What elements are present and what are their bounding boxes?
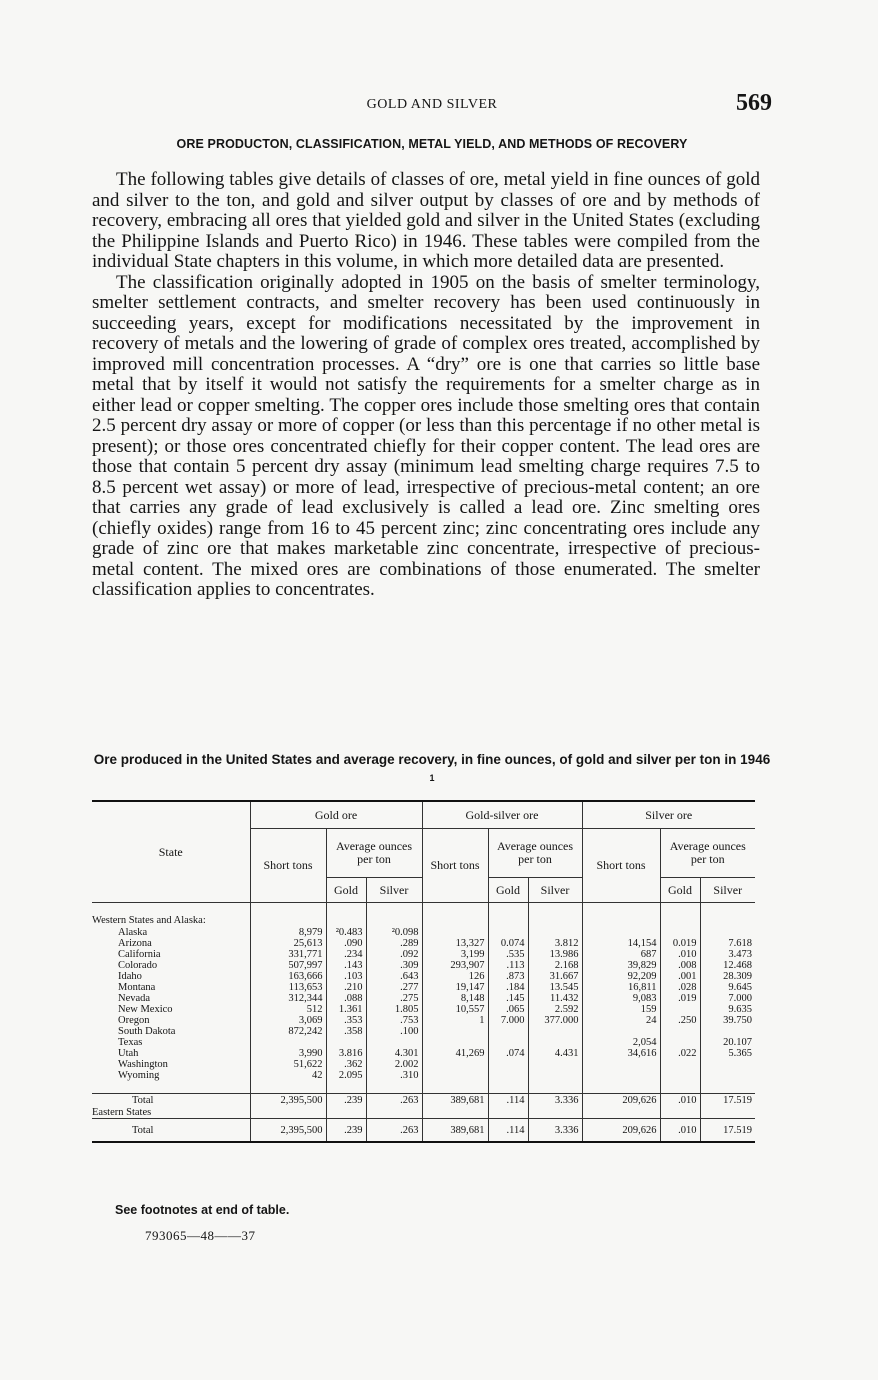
table-title-text: Ore produced in the United States and average recovery, in fine ounces, of gold and silver per ton in 1946 <box>93 752 771 767</box>
cell-go-tons: 163,666 <box>250 971 326 982</box>
cell-gs-tons: 3,199 <box>422 949 488 960</box>
table-body <box>92 903 755 1143</box>
cell-gs-silver: 4.431 <box>528 1048 582 1059</box>
cell-so-silver: 12.468 <box>700 960 755 971</box>
cell-gs-tons <box>422 927 488 938</box>
cell-gs-gold: 0.074 <box>488 938 528 949</box>
cell-gs-gold <box>488 927 528 938</box>
cell-so-silver: 17.519 <box>700 1119 755 1143</box>
cell-so-tons <box>582 1107 660 1119</box>
cell-so-gold: .010 <box>660 949 700 960</box>
cell-gs-tons: 8,148 <box>422 993 488 1004</box>
header-go-average: Average ounces per ton <box>326 829 422 878</box>
header-go-short-tons: Short tons <box>250 829 326 903</box>
table-row <box>92 960 755 971</box>
eastern-row <box>92 1107 755 1119</box>
cell-so-tons <box>582 1026 660 1037</box>
cell-gs-silver <box>528 1026 582 1037</box>
state-cell: Total <box>92 1094 250 1108</box>
cell-gs-tons: 389,681 <box>422 1119 488 1143</box>
cell-go-tons: 507,997 <box>250 960 326 971</box>
cell-go-gold: 2.095 <box>326 1070 366 1081</box>
cell-so-gold <box>660 1026 700 1037</box>
header-gs-short-tons: Short tons <box>422 829 488 903</box>
cell-go-tons: 512 <box>250 1004 326 1015</box>
cell-gs-silver: 13.545 <box>528 982 582 993</box>
cell-go-silver: ²0.098 <box>366 927 422 938</box>
cell-go-gold: .358 <box>326 1026 366 1037</box>
cell-go-gold: .353 <box>326 1015 366 1026</box>
cell-go-tons: 8,979 <box>250 927 326 938</box>
table-row <box>92 982 755 993</box>
table-row <box>92 1048 755 1059</box>
header-go-gold: Gold <box>326 878 366 903</box>
cell-so-tons: 159 <box>582 1004 660 1015</box>
cell-gs-silver: 3.336 <box>528 1094 582 1108</box>
cell-so-silver: 17.519 <box>700 1094 755 1108</box>
cell-go-silver <box>366 1107 422 1119</box>
table-row <box>92 1059 755 1070</box>
table-title <box>92 750 772 792</box>
cell-so-tons: 209,626 <box>582 1094 660 1108</box>
state-cell: Total <box>92 1119 250 1143</box>
cell-gs-silver: 13.986 <box>528 949 582 960</box>
cell-go-silver: .092 <box>366 949 422 960</box>
cell-go-tons <box>250 1037 326 1048</box>
cell-gs-silver <box>528 1037 582 1048</box>
cell-so-gold: .250 <box>660 1015 700 1026</box>
cell-gs-tons <box>422 1107 488 1119</box>
cell-gs-silver <box>528 1059 582 1070</box>
cell-go-gold: .103 <box>326 971 366 982</box>
cell-gs-tons <box>422 1037 488 1048</box>
table-row <box>92 1026 755 1037</box>
table-title-footnote-mark: 1 <box>429 773 435 783</box>
total-row <box>92 1094 755 1108</box>
cell-go-tons: 331,771 <box>250 949 326 960</box>
state-cell: Arizona <box>118 938 152 949</box>
cell-gs-silver: 11.432 <box>528 993 582 1004</box>
cell-so-tons: 209,626 <box>582 1119 660 1143</box>
cell-gs-silver <box>528 1107 582 1119</box>
state-cell: Idaho <box>118 971 142 982</box>
state-cell: Wyoming <box>118 1070 160 1081</box>
cell-go-gold: ²0.483 <box>326 927 366 938</box>
cell-go-silver: .753 <box>366 1015 422 1026</box>
cell-gs-tons: 41,269 <box>422 1048 488 1059</box>
cell-gs-silver <box>528 1070 582 1081</box>
cell-so-tons <box>582 1070 660 1081</box>
cell-go-tons: 113,653 <box>250 982 326 993</box>
cell-gs-gold: .535 <box>488 949 528 960</box>
table-row <box>92 1037 755 1048</box>
cell-so-silver <box>700 927 755 938</box>
cell-gs-gold: .065 <box>488 1004 528 1015</box>
header-gold-ore: Gold ore <box>250 801 422 829</box>
cell-so-tons: 14,154 <box>582 938 660 949</box>
cell-go-gold: 1.361 <box>326 1004 366 1015</box>
cell-so-gold: .022 <box>660 1048 700 1059</box>
cell-so-silver: 28.309 <box>700 971 755 982</box>
cell-so-silver <box>700 1026 755 1037</box>
running-title: GOLD AND SILVER <box>366 97 498 112</box>
cell-so-silver: 7.618 <box>700 938 755 949</box>
cell-so-gold: .010 <box>660 1094 700 1108</box>
cell-so-gold: .010 <box>660 1119 700 1143</box>
grand-total-row <box>92 1119 755 1143</box>
cell-so-tons: 16,811 <box>582 982 660 993</box>
cell-go-tons <box>250 1107 326 1119</box>
cell-go-gold: .210 <box>326 982 366 993</box>
section-heading: ORE PRODUCTON, CLASSIFICATION, METAL YIELD, AND METHODS OF RECOVERY <box>176 137 688 151</box>
table-row <box>92 1004 755 1015</box>
cell-so-gold <box>660 1070 700 1081</box>
state-cell: Oregon <box>118 1015 150 1026</box>
cell-so-gold: 0.019 <box>660 938 700 949</box>
table-row <box>92 1070 755 1081</box>
cell-go-gold: .234 <box>326 949 366 960</box>
cell-so-silver <box>700 1059 755 1070</box>
state-cell: New Mexico <box>118 1004 173 1015</box>
spacer-row <box>92 1081 755 1094</box>
cell-gs-gold: .074 <box>488 1048 528 1059</box>
cell-gs-silver: 2.592 <box>528 1004 582 1015</box>
cell-go-gold: .088 <box>326 993 366 1004</box>
cell-go-gold <box>326 1037 366 1048</box>
cell-gs-gold <box>488 1070 528 1081</box>
cell-go-tons: 25,613 <box>250 938 326 949</box>
cell-so-tons: 39,829 <box>582 960 660 971</box>
cell-go-gold: .143 <box>326 960 366 971</box>
footnote: See footnotes at end of table. <box>115 1203 290 1217</box>
cell-so-tons: 24 <box>582 1015 660 1026</box>
header-gs-silver: Silver <box>528 878 582 903</box>
table-row <box>92 1015 755 1026</box>
cell-go-silver: .289 <box>366 938 422 949</box>
cell-go-tons: 3,069 <box>250 1015 326 1026</box>
cell-gs-tons <box>422 1026 488 1037</box>
cell-go-silver: 2.002 <box>366 1059 422 1070</box>
cell-go-silver: .277 <box>366 982 422 993</box>
cell-go-silver: .309 <box>366 960 422 971</box>
cell-gs-gold: .113 <box>488 960 528 971</box>
running-head <box>92 90 772 116</box>
cell-gs-silver <box>528 927 582 938</box>
header-row-groups <box>92 801 755 829</box>
table-row <box>92 993 755 1004</box>
cell-so-silver: 39.750 <box>700 1015 755 1026</box>
cell-so-tons <box>582 927 660 938</box>
header-so-gold: Gold <box>660 878 700 903</box>
ore-table <box>92 800 755 1143</box>
cell-gs-gold <box>488 1107 528 1119</box>
cell-gs-tons <box>422 1059 488 1070</box>
state-cell: Montana <box>118 982 156 993</box>
header-so-silver: Silver <box>700 878 755 903</box>
cell-so-gold <box>660 1107 700 1119</box>
print-code: 793065—48——37 <box>145 1228 256 1243</box>
cell-go-tons: 3,990 <box>250 1048 326 1059</box>
header-go-silver: Silver <box>366 878 422 903</box>
cell-so-gold: .028 <box>660 982 700 993</box>
group-label: Western States and Alaska: <box>92 915 206 926</box>
cell-gs-tons: 1 <box>422 1015 488 1026</box>
cell-go-silver: .275 <box>366 993 422 1004</box>
cell-go-silver: .310 <box>366 1070 422 1081</box>
cell-so-silver: 7.000 <box>700 993 755 1004</box>
cell-go-silver: 1.805 <box>366 1004 422 1015</box>
cell-gs-gold: .873 <box>488 971 528 982</box>
group-label-row <box>92 915 755 927</box>
cell-gs-gold: 7.000 <box>488 1015 528 1026</box>
cell-go-silver <box>366 1037 422 1048</box>
state-cell: Alaska <box>118 927 148 938</box>
cell-so-silver <box>700 1107 755 1119</box>
state-cell: Colorado <box>118 960 158 971</box>
header-state: State <box>92 801 250 903</box>
cell-go-gold <box>326 1107 366 1119</box>
cell-so-gold <box>660 1037 700 1048</box>
cell-go-tons: 51,622 <box>250 1059 326 1070</box>
cell-gs-silver: 2.168 <box>528 960 582 971</box>
cell-so-gold <box>660 1059 700 1070</box>
cell-gs-silver: 3.812 <box>528 938 582 949</box>
cell-go-tons: 2,395,500 <box>250 1119 326 1143</box>
state-cell: Utah <box>118 1048 139 1059</box>
cell-gs-tons: 13,327 <box>422 938 488 949</box>
state-cell: Texas <box>118 1037 143 1048</box>
cell-gs-tons: 10,557 <box>422 1004 488 1015</box>
table-row <box>92 971 755 982</box>
cell-so-tons: 687 <box>582 949 660 960</box>
cell-go-gold: .239 <box>326 1119 366 1143</box>
cell-go-gold: .239 <box>326 1094 366 1108</box>
cell-so-tons <box>582 1059 660 1070</box>
page-number: 569 <box>736 90 772 116</box>
cell-so-gold: .008 <box>660 960 700 971</box>
cell-so-silver: 3.473 <box>700 949 755 960</box>
cell-gs-gold <box>488 1026 528 1037</box>
cell-gs-tons: 293,907 <box>422 960 488 971</box>
header-gold-silver-ore: Gold-silver ore <box>422 801 582 829</box>
cell-go-silver: .643 <box>366 971 422 982</box>
cell-go-tons: 2,395,500 <box>250 1094 326 1108</box>
cell-go-silver: .100 <box>366 1026 422 1037</box>
cell-so-silver: 9.635 <box>700 1004 755 1015</box>
state-cell: South Dakota <box>118 1026 176 1037</box>
header-so-short-tons: Short tons <box>582 829 660 903</box>
state-cell: Washington <box>118 1059 168 1070</box>
cell-go-tons: 42 <box>250 1070 326 1081</box>
cell-gs-gold: .184 <box>488 982 528 993</box>
cell-gs-gold <box>488 1059 528 1070</box>
cell-so-tons: 9,083 <box>582 993 660 1004</box>
cell-gs-tons: 19,147 <box>422 982 488 993</box>
cell-gs-gold: .114 <box>488 1119 528 1143</box>
cell-so-silver <box>700 1070 755 1081</box>
cell-so-tons: 2,054 <box>582 1037 660 1048</box>
cell-go-silver: .263 <box>366 1094 422 1108</box>
cell-go-gold: .090 <box>326 938 366 949</box>
state-cell: Nevada <box>118 993 151 1004</box>
cell-so-gold <box>660 927 700 938</box>
cell-go-tons: 872,242 <box>250 1026 326 1037</box>
cell-go-gold: .362 <box>326 1059 366 1070</box>
cell-go-gold: 3.816 <box>326 1048 366 1059</box>
header-gs-average: Average ounces per ton <box>488 829 582 878</box>
cell-gs-silver: 31.667 <box>528 971 582 982</box>
state-cell: California <box>118 949 161 960</box>
cell-go-silver: .263 <box>366 1119 422 1143</box>
cell-so-tons: 92,209 <box>582 971 660 982</box>
cell-gs-silver: 377.000 <box>528 1015 582 1026</box>
cell-so-silver: 5.365 <box>700 1048 755 1059</box>
header-so-average: Average ounces per ton <box>660 829 755 878</box>
cell-gs-silver: 3.336 <box>528 1119 582 1143</box>
state-cell: Eastern States <box>92 1107 152 1118</box>
paragraph-1: The following tables give details of classes of ore, metal yield in fine ounces of gold and silver to the ton, and gold and silver output by classes of ore and by methods of recovery, embracing all ores that yielded gold and silver in the United States (excluding the Philippine Islands and Puerto Rico) in 1946. These tables were compiled from the individual State chapters in this volume, in which more detailed data are presented. <box>92 169 760 272</box>
cell-go-tons: 312,344 <box>250 993 326 1004</box>
cell-gs-gold: .145 <box>488 993 528 1004</box>
cell-so-silver: 20.107 <box>700 1037 755 1048</box>
spacer-row <box>92 903 755 916</box>
cell-so-tons: 34,616 <box>582 1048 660 1059</box>
cell-gs-gold: .114 <box>488 1094 528 1108</box>
table-row <box>92 949 755 960</box>
header-gs-gold: Gold <box>488 878 528 903</box>
cell-gs-gold <box>488 1037 528 1048</box>
cell-so-gold: .001 <box>660 971 700 982</box>
table-row <box>92 938 755 949</box>
cell-so-gold: .019 <box>660 993 700 1004</box>
cell-so-gold <box>660 1004 700 1015</box>
header-silver-ore: Silver ore <box>582 801 755 829</box>
table-row <box>92 927 755 938</box>
body-text <box>92 170 760 601</box>
paragraph-2: The classification originally adopted in 1905 on the basis of smelter terminology, smelter settlement contracts, and smelter recovery has been used continuously in succeeding years, except for modifications necessitated by the improvement in recovery of metals and the lowering of grade of complex ores treated, accomplished by improved mill concentration processes. A “dry” ore is one that carries so little base metal that by itself it would not satisfy the requirements for a smelter charge as in either lead or copper smelting. The copper ores include those smelting ores that contain 2.5 percent dry assay or more of copper (or less than this percentage if no other metal is present); or those ores concentrated chiefly for their copper content. The lead ores are those that contain 5 percent dry assay (minimum lead smelting charge requires 7.5 to 8.5 percent wet assay) or more of lead, irrespective of precious-metal content; an ore that carries any grade of lead exclusively is called a lead ore. Zinc smelting ores (chiefly oxides) range from 16 to 45 percent zinc; zinc concentrating ores include any grade of zinc ore that makes marketable zinc concentrate, irrespective of precious-metal content. The mixed ores are combinations of those enumerated. The smelter classification applies to concentrates. <box>92 271 760 600</box>
cell-gs-tons: 126 <box>422 971 488 982</box>
cell-so-silver: 9.645 <box>700 982 755 993</box>
cell-go-silver: 4.301 <box>366 1048 422 1059</box>
cell-gs-tons <box>422 1070 488 1081</box>
cell-gs-tons: 389,681 <box>422 1094 488 1108</box>
